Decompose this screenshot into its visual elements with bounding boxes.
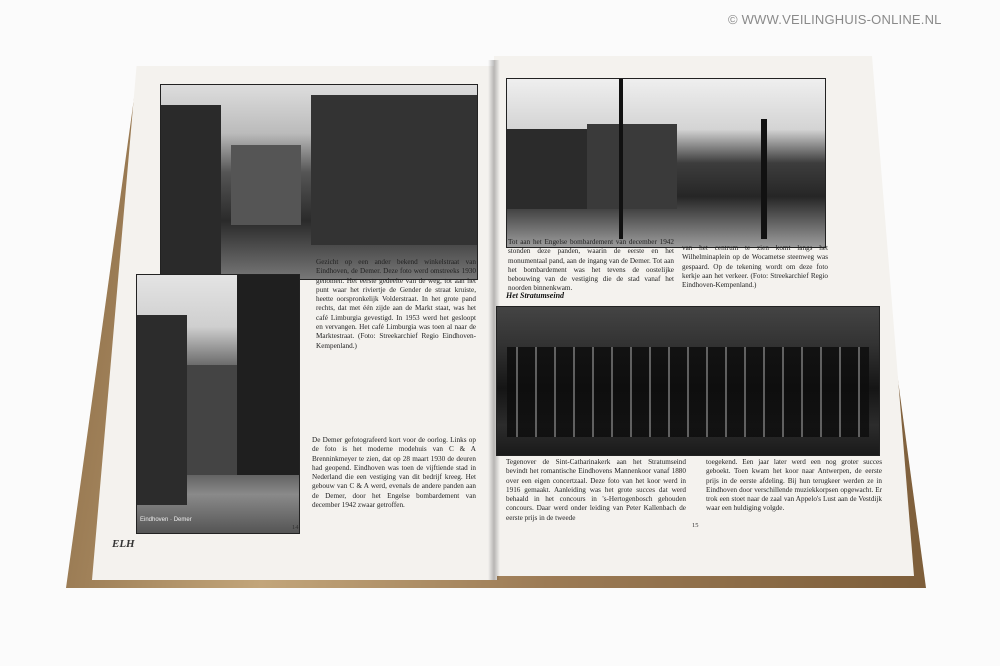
right-text-block-4: toegekend. Een jaar later werd een nog groter succes geboekt. Toen kwam het koor naar Antwerpen, de eerste prijs in de eerste afdeling. Bij hun terugkeer werden ze in Eindhoven door verschillende muziekkorpsen opgewacht. Er trok een stoet naar de zaal van Appelo's Lust aan de Vestdijk waar een huldiging volgde.: [706, 458, 882, 513]
right-text-block-2: van het centrum te zien komt langs het Wilhelminaplein op de Wocametse steenweg was gespaard. Op de tekening wordt om deze foto kerkje aan het verkeer. (Foto: Streekarchief Regio Eindhoven-Kempenland.): [682, 244, 828, 290]
photo-street-corner: [160, 84, 478, 280]
photo-bombardment-square: [506, 78, 826, 248]
photo-demer-street: [136, 274, 300, 534]
right-page-number: 15: [692, 522, 699, 529]
left-text-block-2: De Demer gefotografeerd kort voor de oorlog. Links op de foto is het moderne modehuis van C & A Brenninkmeyer te zien, dat op 28 maart 1930 de deuren had geopend. Eindhoven was toen de vijftiende stad in Nederland die een vestiging van dit bedrijf kreeg. Het gebouw van C & A werd, evenals de andere panden aan de Demer, door het Engelse bombardement van december 1942 zwaar getroffen.: [312, 436, 476, 510]
right-text-block-3: Tegenover de Sint-Catharinakerk aan het Stratumseind bevindt het romantische Eindhovens Mannenkoor vanaf 1880 over een eigen concertzaal. Deze foto van het koor werd in 1916 gemaakt. Aanleiding was het grote succes dat werd behaald in het concours in 's-Hertogenbosch gehouden concours. Daar werd onder leiding van Peter Kallenbach de eerste prijs in de tweede: [506, 458, 686, 522]
right-text-block-1: Tot aan het Engelse bombardement van december 1942 stonden deze panden, waarin de eerste en het monumentaal pand, aan de ingang van de Demer. Tot aan het bombardement was het tevens de oostelijke bebouwing van de vestiging die de stad vanaf het noorden binnenkwam.: [508, 238, 674, 293]
left-page-number: 14: [292, 524, 299, 531]
photo-male-choir: [496, 306, 880, 456]
publisher-stamp: ELH: [112, 538, 135, 550]
watermark-text: © WWW.VEILINGHUIS-ONLINE.NL: [728, 12, 942, 27]
left-text-block-1: Gezicht op een ander bekend winkelstraat van Eindhoven, de Demer. Deze foto werd omstreeks 1930 genomen. Het eerste gedeelte van de weg, tot aan het punt waar het riviertje de Gender de straat kruiste, heette oorspronkelijk Volderstraat. In het grote pand rechts, dat met één zijde aan de Markt staat, was het café Limburgia gevestigd. In 1953 werd het gesloopt en vervangen. Het café Limburgia was toen al naar de Marktestraat. (Foto: Streekarchief Regio Eindhoven-Kempenland.): [316, 258, 476, 350]
photo-caption: Eindhoven · Demer: [140, 517, 192, 523]
section-heading: Het Stratumseind: [506, 291, 565, 300]
